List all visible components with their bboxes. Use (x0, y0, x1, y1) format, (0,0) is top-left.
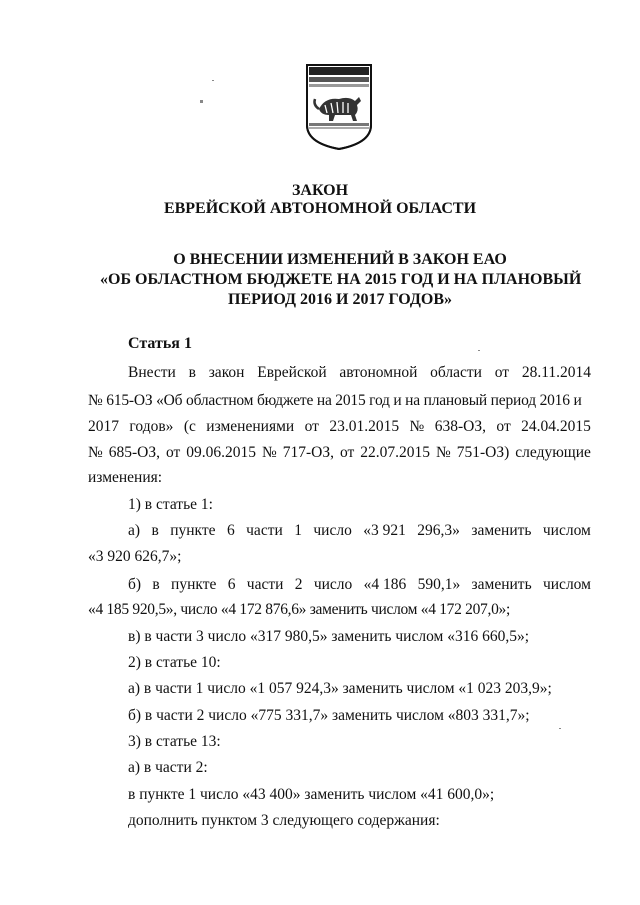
scan-speck (200, 100, 203, 103)
scan-speck (212, 80, 214, 81)
list-item: 3) в статье 13: (128, 733, 221, 750)
body-line: а) в части 1 число «1 057 924,3» заменить числом «1 023 203,9»; (128, 680, 552, 697)
body-line: а) в части 2: (128, 759, 208, 776)
law-label: ЗАКОН (291, 182, 349, 199)
body-line: б) в пункте 6 части 2 число «4 186 590,1» заменить числом (128, 576, 591, 593)
law-title (100, 250, 580, 310)
law-title-line: ПЕРИОД 2016 И 2017 ГОДОВ» (228, 291, 452, 308)
body-line: дополнить пунктом 3 следующего содержания: (128, 812, 440, 829)
body-line: а) в пункте 6 части 1 число «3 921 296,3» заменить числом (128, 522, 591, 539)
body-line: 2017 годов» (с изменениями от 23.01.2015 № 638-ОЗ, от 24.04.2015 (88, 418, 591, 435)
body-line: б) в части 2 число «775 331,7» заменить числом «803 331,7»; (128, 707, 530, 724)
body-line: «4 185 920,5», число «4 172 876,6» заменить числом «4 172 207,0»; (88, 601, 510, 618)
body-line: изменения: (88, 469, 163, 486)
body-line: «3 920 626,7»; (88, 548, 182, 565)
list-item: 1) в статье 1: (128, 496, 213, 513)
law-title-line: «ОБ ОБЛАСТНОМ БЮДЖЕТЕ НА 2015 ГОД И НА ПЛАНОВЫЙ (100, 271, 582, 288)
coat-of-arms-icon (305, 63, 373, 151)
body-line: Внести в закон Еврейской автономной области от 28.11.2014 (128, 364, 591, 381)
region-name: ЕВРЕЙСКОЙ АВТОНОМНОЙ ОБЛАСТИ (163, 200, 477, 217)
scan-speck (478, 350, 480, 351)
scan-speck (559, 728, 561, 729)
body-line: № 615-ОЗ «Об областном бюджете на 2015 год и на плановый период 2016 и (88, 392, 582, 409)
body-line: № 685-ОЗ, от 09.06.2015 № 717-ОЗ, от 22.07.2015 № 751-ОЗ) следующие (88, 444, 591, 461)
article-heading: Статья 1 (128, 335, 192, 352)
law-title-line: О ВНЕСЕНИИ ИЗМЕНЕНИЙ В ЗАКОН ЕАО (173, 251, 507, 268)
body-line: в) в части 3 число «317 980,5» заменить числом «316 660,5»; (128, 628, 530, 645)
body-line: в пункте 1 число «43 400» заменить числом «41 600,0»; (128, 786, 495, 803)
list-item: 2) в статье 10: (128, 654, 221, 671)
